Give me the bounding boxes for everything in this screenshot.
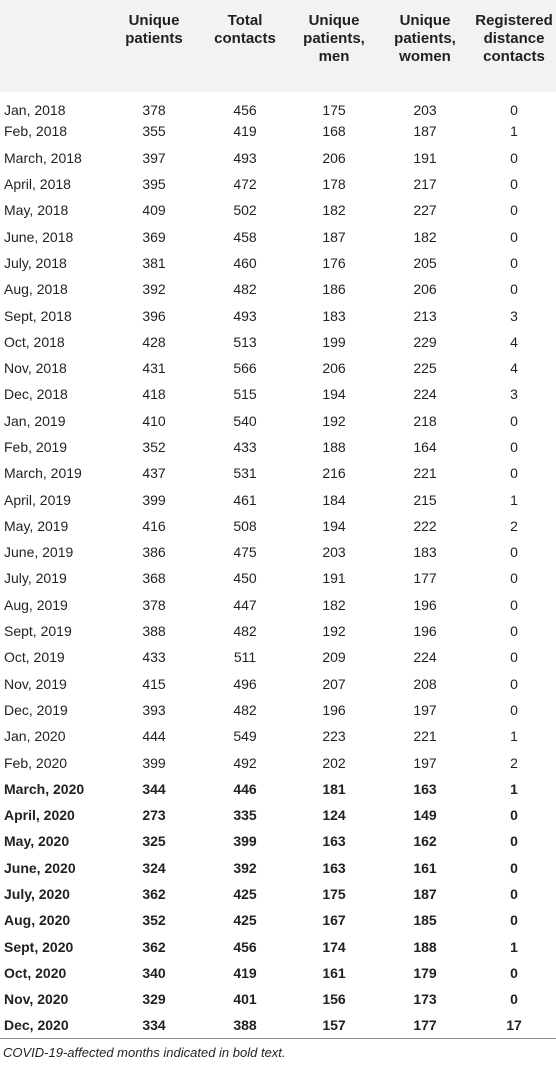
table-row <box>0 671 556 697</box>
cell-unique-patients: 355 <box>142 123 166 140</box>
cell-month: July, 2018 <box>4 254 67 271</box>
table-row <box>0 855 556 881</box>
cell-unique-women: 179 <box>413 964 437 981</box>
table-row <box>0 828 556 854</box>
cell-unique-patients: 396 <box>142 307 166 324</box>
cell-month: April, 2020 <box>4 807 75 824</box>
table-row <box>0 118 556 144</box>
header-line: Unique <box>128 12 180 29</box>
cell-distance-contacts: 3 <box>510 386 518 403</box>
header-unique-patients-men <box>290 0 378 92</box>
cell-total-contacts: 401 <box>233 991 257 1008</box>
table-row <box>0 486 556 512</box>
table-row <box>0 145 556 171</box>
cell-distance-contacts: 2 <box>510 517 518 534</box>
header-row <box>0 0 556 92</box>
cell-distance-contacts: 0 <box>510 623 518 640</box>
cell-unique-men: 209 <box>322 649 346 666</box>
cell-total-contacts: 482 <box>233 281 257 298</box>
cell-month: Oct, 2018 <box>4 333 65 350</box>
header-line: men <box>318 48 350 65</box>
table-row <box>0 1012 556 1038</box>
cell-unique-patients: 381 <box>142 254 166 271</box>
table-row <box>0 723 556 749</box>
cell-total-contacts: 388 <box>233 1017 257 1034</box>
cell-unique-women: 149 <box>413 807 437 824</box>
cell-month: Jan, 2018 <box>4 102 66 119</box>
cell-distance-contacts: 0 <box>510 228 518 245</box>
cell-distance-contacts: 4 <box>510 333 518 350</box>
cell-total-contacts: 502 <box>233 202 257 219</box>
table-row <box>0 565 556 591</box>
table-body <box>0 92 556 1039</box>
cell-total-contacts: 447 <box>233 596 257 613</box>
cell-month: June, 2018 <box>4 228 74 245</box>
cell-unique-patients: 273 <box>142 807 166 824</box>
table-row <box>0 171 556 197</box>
cell-unique-women: 182 <box>413 228 437 245</box>
cell-unique-patients: 378 <box>142 102 166 119</box>
cell-distance-contacts: 0 <box>510 281 518 298</box>
table-row <box>0 250 556 276</box>
cell-unique-men: 206 <box>322 360 346 377</box>
header-total-contacts <box>200 0 290 92</box>
cell-unique-men: 176 <box>322 254 346 271</box>
cell-unique-women: 203 <box>413 102 437 119</box>
header-line: women <box>399 48 451 65</box>
table-row <box>0 302 556 328</box>
table-row <box>0 749 556 775</box>
cell-total-contacts: 493 <box>233 149 257 166</box>
cell-month: Dec, 2019 <box>4 701 68 718</box>
cell-distance-contacts: 0 <box>510 570 518 587</box>
cell-total-contacts: 515 <box>233 386 257 403</box>
header-line: patients, <box>394 30 456 47</box>
cell-month: May, 2020 <box>4 833 70 850</box>
cell-total-contacts: 392 <box>233 859 257 876</box>
cell-distance-contacts: 1 <box>510 938 518 955</box>
cell-total-contacts: 513 <box>233 333 257 350</box>
cell-unique-men: 194 <box>322 517 346 534</box>
cell-month: July, 2020 <box>4 886 70 903</box>
cell-total-contacts: 482 <box>233 623 257 640</box>
cell-total-contacts: 475 <box>233 544 257 561</box>
cell-distance-contacts: 1 <box>510 491 518 508</box>
cell-total-contacts: 450 <box>233 570 257 587</box>
cell-unique-patients: 340 <box>142 964 166 981</box>
cell-unique-women: 222 <box>413 517 437 534</box>
table-row <box>0 697 556 723</box>
cell-unique-patients: 344 <box>142 780 166 797</box>
cell-unique-patients: 415 <box>142 675 166 692</box>
table-footnote: COVID-19-affected months indicated in bold text. <box>3 1045 286 1061</box>
table-row <box>0 513 556 539</box>
cell-unique-men: 175 <box>322 886 346 903</box>
table-row <box>0 329 556 355</box>
cell-unique-patients: 431 <box>142 360 166 377</box>
cell-unique-men: 191 <box>322 570 346 587</box>
cell-distance-contacts: 0 <box>510 859 518 876</box>
cell-distance-contacts: 0 <box>510 991 518 1008</box>
cell-unique-patients: 352 <box>142 439 166 455</box>
cell-unique-patients: 368 <box>142 570 166 587</box>
header-line: Unique <box>399 12 451 29</box>
cell-total-contacts: 482 <box>233 701 257 718</box>
table-row <box>0 223 556 249</box>
cell-month: Nov, 2020 <box>4 991 69 1008</box>
cell-total-contacts: 493 <box>233 307 257 324</box>
cell-month: Oct, 2020 <box>4 964 67 981</box>
cell-unique-patients: 399 <box>142 754 166 771</box>
cell-month: Feb, 2020 <box>4 754 68 771</box>
cell-month: June, 2019 <box>4 544 74 561</box>
cell-distance-contacts: 1 <box>510 728 518 745</box>
cell-distance-contacts: 0 <box>510 596 518 613</box>
cell-distance-contacts: 0 <box>510 649 518 666</box>
cell-unique-patients: 433 <box>142 649 166 666</box>
cell-distance-contacts: 0 <box>510 254 518 271</box>
cell-unique-men: 192 <box>322 623 346 640</box>
cell-distance-contacts: 1 <box>510 780 518 797</box>
cell-total-contacts: 508 <box>233 517 257 534</box>
cell-distance-contacts: 0 <box>510 465 518 482</box>
cell-distance-contacts: 17 <box>506 1017 522 1034</box>
cell-unique-women: 191 <box>413 149 437 166</box>
cell-unique-patients: 352 <box>142 912 166 929</box>
table-row <box>0 276 556 302</box>
header-line: Registered <box>475 12 553 29</box>
header-line: Total <box>227 12 263 29</box>
cell-unique-women: 213 <box>413 307 437 324</box>
cell-month: June, 2020 <box>4 859 76 876</box>
cell-month: July, 2019 <box>4 570 67 587</box>
cell-unique-patients: 362 <box>142 938 166 955</box>
cell-month: Nov, 2019 <box>4 675 67 692</box>
cell-total-contacts: 511 <box>233 649 257 666</box>
header-line: contacts <box>483 48 545 65</box>
cell-unique-men: 202 <box>322 754 346 771</box>
cell-unique-patients: 395 <box>142 176 166 193</box>
table-row <box>0 355 556 381</box>
header-registered-distance-contacts <box>472 0 556 92</box>
cell-unique-patients: 393 <box>142 701 166 718</box>
table-row <box>0 92 556 118</box>
cell-unique-women: 218 <box>413 412 437 429</box>
cell-unique-men: 174 <box>322 938 346 955</box>
cell-month: May, 2019 <box>4 517 69 534</box>
cell-unique-men: 196 <box>322 701 346 718</box>
table-row <box>0 802 556 828</box>
cell-unique-men: 194 <box>322 386 346 403</box>
cell-unique-patients: 324 <box>142 859 166 876</box>
cell-total-contacts: 425 <box>233 886 257 903</box>
cell-unique-men: 188 <box>322 439 346 455</box>
cell-distance-contacts: 2 <box>510 754 518 771</box>
cell-unique-men: 207 <box>322 675 346 692</box>
table-row <box>0 460 556 486</box>
cell-month: Aug, 2018 <box>4 281 68 298</box>
header-unique-patients <box>108 0 200 92</box>
cell-unique-women: 217 <box>413 176 437 193</box>
cell-unique-patients: 428 <box>142 333 166 350</box>
cell-unique-women: 224 <box>413 386 437 403</box>
cell-distance-contacts: 0 <box>510 701 518 718</box>
cell-month: Aug, 2019 <box>4 596 68 613</box>
cell-month: Sept, 2020 <box>4 938 74 955</box>
cell-distance-contacts: 0 <box>510 964 518 981</box>
cell-distance-contacts: 0 <box>510 912 518 929</box>
cell-unique-patients: 410 <box>142 412 166 429</box>
cell-unique-patients: 397 <box>142 149 166 166</box>
cell-unique-women: 183 <box>413 544 437 561</box>
header-line: patients <box>125 30 183 47</box>
cell-unique-women: 161 <box>413 859 437 876</box>
cell-month: March, 2019 <box>4 465 82 482</box>
cell-unique-patients: 362 <box>142 886 166 903</box>
cell-unique-women: 196 <box>413 623 437 640</box>
cell-total-contacts: 456 <box>233 102 257 119</box>
header-line: contacts <box>214 30 276 47</box>
cell-total-contacts: 433 <box>233 439 257 455</box>
cell-month: Sept, 2019 <box>4 623 72 640</box>
cell-unique-patients: 418 <box>142 386 166 403</box>
cell-total-contacts: 460 <box>233 254 257 271</box>
cell-unique-men: 183 <box>322 307 346 324</box>
cell-unique-men: 216 <box>322 465 346 482</box>
cell-unique-men: 168 <box>322 123 346 140</box>
cell-month: Jan, 2019 <box>4 412 66 429</box>
table-row <box>0 408 556 434</box>
cell-unique-patients: 378 <box>142 596 166 613</box>
cell-unique-men: 223 <box>322 728 346 745</box>
cell-month: March, 2018 <box>4 149 82 166</box>
cell-distance-contacts: 0 <box>510 439 518 455</box>
header-line: patients, <box>303 30 365 47</box>
cell-unique-patients: 325 <box>142 833 166 850</box>
cell-unique-men: 187 <box>322 228 346 245</box>
cell-unique-women: 205 <box>413 254 437 271</box>
cell-unique-women: 221 <box>413 728 437 745</box>
cell-month: May, 2018 <box>4 202 69 219</box>
header-line: Unique <box>308 12 360 29</box>
cell-total-contacts: 458 <box>233 228 257 245</box>
cell-unique-men: 203 <box>322 544 346 561</box>
cell-distance-contacts: 0 <box>510 544 518 561</box>
cell-month: Dec, 2020 <box>4 1017 69 1034</box>
table-row <box>0 381 556 407</box>
cell-unique-patients: 334 <box>142 1017 166 1034</box>
cell-unique-patients: 399 <box>142 491 166 508</box>
cell-total-contacts: 492 <box>233 754 257 771</box>
cell-unique-men: 163 <box>322 859 346 876</box>
cell-total-contacts: 549 <box>233 728 257 745</box>
cell-month: Oct, 2019 <box>4 649 65 666</box>
cell-total-contacts: 446 <box>233 780 257 797</box>
cell-distance-contacts: 0 <box>510 149 518 166</box>
table-row <box>0 881 556 907</box>
cell-distance-contacts: 0 <box>510 176 518 193</box>
table-row <box>0 618 556 644</box>
cell-unique-women: 215 <box>413 491 437 508</box>
cell-month: Feb, 2018 <box>4 123 68 140</box>
cell-month: Aug, 2020 <box>4 912 71 929</box>
cell-unique-patients: 392 <box>142 281 166 298</box>
cell-distance-contacts: 4 <box>510 360 518 377</box>
cell-unique-women: 162 <box>413 833 437 850</box>
cell-unique-women: 197 <box>413 701 437 718</box>
cell-month: April, 2018 <box>4 176 71 193</box>
cell-unique-men: 199 <box>322 333 346 350</box>
cell-unique-women: 206 <box>413 281 437 298</box>
cell-unique-men: 182 <box>322 596 346 613</box>
cell-month: Feb, 2019 <box>4 439 68 455</box>
cell-distance-contacts: 0 <box>510 807 518 824</box>
cell-unique-women: 177 <box>413 570 437 587</box>
cell-month: April, 2019 <box>4 491 71 508</box>
cell-unique-men: 161 <box>322 964 346 981</box>
header-month <box>0 0 108 92</box>
cell-unique-men: 181 <box>322 780 346 797</box>
cell-unique-men: 186 <box>322 281 346 298</box>
cell-unique-women: 224 <box>413 649 437 666</box>
cell-total-contacts: 456 <box>233 938 257 955</box>
cell-total-contacts: 425 <box>233 912 257 929</box>
cell-unique-women: 197 <box>413 754 437 771</box>
cell-unique-men: 192 <box>322 412 346 429</box>
cell-distance-contacts: 0 <box>510 675 518 692</box>
cell-unique-women: 221 <box>413 465 437 482</box>
cell-total-contacts: 566 <box>233 360 257 377</box>
cell-month: Jan, 2020 <box>4 728 66 745</box>
cell-unique-men: 163 <box>322 833 346 850</box>
cell-unique-patients: 444 <box>142 728 166 745</box>
cell-unique-women: 196 <box>413 596 437 613</box>
cell-distance-contacts: 0 <box>510 886 518 903</box>
cell-unique-women: 173 <box>413 991 437 1008</box>
table-row <box>0 907 556 933</box>
cell-unique-women: 225 <box>413 360 437 377</box>
cell-distance-contacts: 0 <box>510 833 518 850</box>
cell-total-contacts: 531 <box>233 465 257 482</box>
cell-distance-contacts: 0 <box>510 102 518 119</box>
cell-total-contacts: 399 <box>233 833 257 850</box>
cell-total-contacts: 496 <box>233 675 257 692</box>
cell-unique-patients: 409 <box>142 202 166 219</box>
cell-month: March, 2020 <box>4 780 85 797</box>
cell-month: Nov, 2018 <box>4 360 67 377</box>
cell-total-contacts: 540 <box>233 412 257 429</box>
cell-unique-patients: 329 <box>142 991 166 1008</box>
cell-distance-contacts: 0 <box>510 412 518 429</box>
table-row <box>0 776 556 802</box>
cell-unique-women: 188 <box>413 938 437 955</box>
cell-unique-women: 229 <box>413 333 437 350</box>
cell-total-contacts: 419 <box>233 964 257 981</box>
cell-unique-patients: 369 <box>142 228 166 245</box>
cell-unique-men: 175 <box>322 102 346 119</box>
cell-total-contacts: 335 <box>233 807 257 824</box>
cell-distance-contacts: 0 <box>510 202 518 219</box>
cell-unique-women: 163 <box>413 780 437 797</box>
cell-distance-contacts: 3 <box>510 307 518 324</box>
table-row <box>0 434 556 460</box>
table-row <box>0 960 556 986</box>
cell-total-contacts: 461 <box>233 491 257 508</box>
cell-unique-men: 167 <box>322 912 346 929</box>
header-unique-patients-women <box>378 0 472 92</box>
cell-total-contacts: 419 <box>233 123 257 140</box>
cell-unique-men: 157 <box>322 1017 346 1034</box>
cell-month: Dec, 2018 <box>4 386 68 403</box>
cell-unique-women: 227 <box>413 202 437 219</box>
table-row <box>0 197 556 223</box>
cell-unique-women: 187 <box>413 123 437 140</box>
cell-unique-men: 178 <box>322 176 346 193</box>
table-row <box>0 934 556 960</box>
cell-unique-women: 185 <box>413 912 437 929</box>
cell-unique-women: 164 <box>413 439 437 455</box>
cell-unique-men: 184 <box>322 491 346 508</box>
cell-unique-women: 177 <box>413 1017 437 1034</box>
table-row <box>0 539 556 565</box>
cell-total-contacts: 472 <box>233 176 257 193</box>
table-row <box>0 644 556 670</box>
cell-unique-men: 182 <box>322 202 346 219</box>
table-header <box>0 0 556 92</box>
cell-unique-men: 156 <box>322 991 346 1008</box>
cell-unique-men: 124 <box>322 807 346 824</box>
cell-month: Sept, 2018 <box>4 307 72 324</box>
cell-unique-women: 187 <box>413 886 437 903</box>
cell-unique-men: 206 <box>322 149 346 166</box>
cell-unique-patients: 416 <box>142 517 166 534</box>
cell-unique-women: 208 <box>413 675 437 692</box>
cell-unique-patients: 386 <box>142 544 166 561</box>
header-line: distance <box>483 30 545 47</box>
cell-distance-contacts: 1 <box>510 123 518 140</box>
cell-unique-patients: 437 <box>142 465 166 482</box>
table-row <box>0 986 556 1012</box>
table-row <box>0 592 556 618</box>
cell-unique-patients: 388 <box>142 623 166 640</box>
